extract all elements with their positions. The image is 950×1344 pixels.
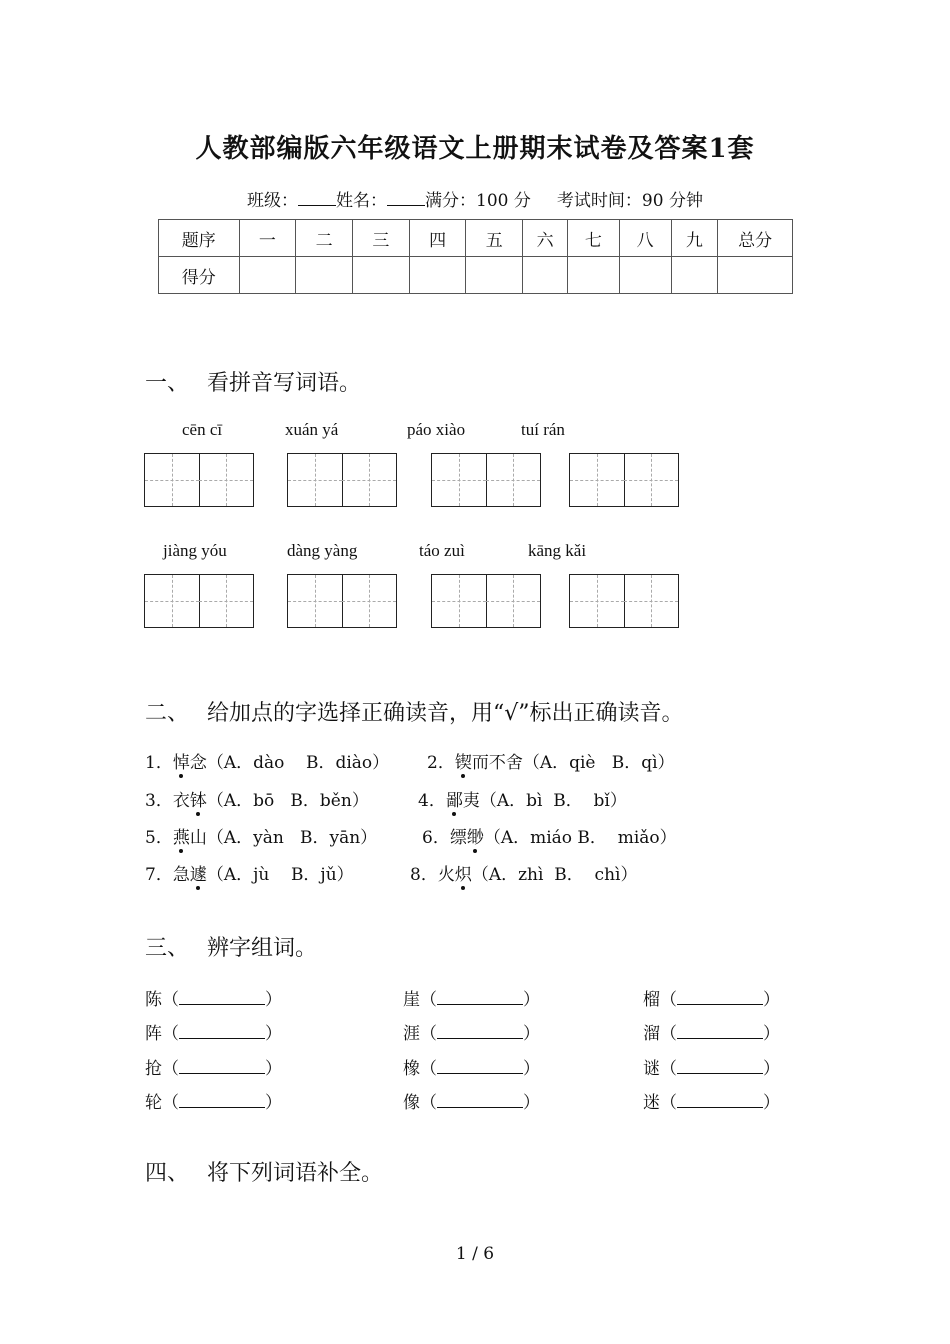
dotted-char: 燕 [173,823,190,848]
paren-open: （ [420,1024,437,1044]
answer-blank[interactable] [677,1091,763,1108]
paren-open: （ [660,1059,677,1079]
score-row-label: 得分 [159,257,240,294]
item-options[interactable]: （A．bì B． bǐ） [479,791,627,811]
section-4-number: 四、 [145,1161,190,1186]
section-3-title: 辨字组词。 [207,936,318,961]
paren-open: （ [420,990,437,1010]
section-2-title: 给加点的字选择正确读音，用“√”标出正确读音。 [207,701,684,726]
answer-blank[interactable] [437,988,523,1005]
answer-blank[interactable] [437,1057,523,1074]
word-compose-item [643,1019,780,1044]
paren-open: （ [420,1059,437,1079]
writing-grid[interactable] [287,574,397,628]
paren-close: ） [265,990,282,1010]
score-header-cell: 一 [239,220,296,257]
answer-blank[interactable] [677,1022,763,1039]
score-cell[interactable] [671,257,718,294]
item-options[interactable]: （A．zhì B． chì） [471,865,638,885]
exam-info [0,186,950,211]
score-header-cell: 五 [466,220,523,257]
pronunciation-item [145,823,377,848]
score-cell[interactable] [409,257,466,294]
paren-close: ） [763,1059,780,1079]
score-cell[interactable] [718,257,793,294]
item-options[interactable]: （A．bō B．běn） [206,791,369,811]
char: 轮 [145,1093,162,1113]
section-1-title: 看拼音写词语。 [207,371,362,396]
pinyin-label: kāng kǎi [528,541,587,560]
pronunciation-item [145,786,369,811]
pronunciation-item [427,748,675,773]
paren-open: （ [660,1024,677,1044]
answer-blank[interactable] [179,1091,265,1108]
name-blank [387,191,425,206]
paren-close: ） [265,1059,282,1079]
section-1-heading [145,366,361,397]
word-compose-item [643,1088,780,1113]
pinyin-label: dàng yàng [287,541,358,560]
writing-grid[interactable] [144,574,254,628]
score-header-cell: 八 [619,220,671,257]
word-compose-item [643,1054,780,1079]
word-compose-item [403,1088,540,1113]
score-header-cell: 题序 [159,220,240,257]
dotted-char: 钵 [190,786,207,811]
char: 像 [403,1093,420,1113]
pinyin-label: táo zuì [419,541,465,560]
paren-close: ） [265,1024,282,1044]
word-compose-item [403,985,540,1010]
char: 崖 [403,990,420,1010]
exam-time: 考试时间：90 分钟 [556,191,703,211]
score-cell[interactable] [353,257,410,294]
pronunciation-item [410,860,637,885]
char: 谜 [643,1059,660,1079]
item-number: 7． [145,865,173,885]
paren-close: ） [523,1024,540,1044]
answer-blank[interactable] [179,1022,265,1039]
item-options[interactable]: （A．dào B．diào） [206,753,390,773]
dotted-char: 遽 [190,860,207,885]
score-header-cell: 二 [296,220,353,257]
section-4-heading [145,1156,383,1187]
paren-close: ） [523,1059,540,1079]
answer-blank[interactable] [437,1091,523,1108]
paren-close: ） [763,1093,780,1113]
dotted-char: 悼 [173,748,190,773]
item-word: 衣 [172,791,190,811]
word-compose-item [145,1088,282,1113]
writing-grid[interactable] [569,574,679,628]
item-options[interactable]: （A．jù B．jǔ） [206,865,354,885]
char: 溜 [643,1024,660,1044]
section-4-title: 将下列词语补全。 [207,1161,384,1186]
item-options[interactable]: （A．qiè B．qì） [522,753,675,773]
word-compose-item [145,985,282,1010]
writing-grid[interactable] [431,453,541,507]
score-header-cell: 九 [671,220,718,257]
page-number: 1 / 6 [455,1244,495,1264]
writing-grid[interactable] [431,574,541,628]
score-header-cell: 四 [409,220,466,257]
char: 橡 [403,1059,420,1079]
word-compose-item [403,1019,540,1044]
score-cell[interactable] [567,257,619,294]
pinyin-label: xuán yá [285,420,339,439]
answer-blank[interactable] [179,1057,265,1074]
pronunciation-item [145,860,354,885]
section-3-number: 三、 [145,936,190,961]
paren-close: ） [763,1024,780,1044]
score-table [158,219,793,294]
writing-grid[interactable] [287,453,397,507]
item-options[interactable]: （A．miáo B． miǎo） [483,828,677,848]
item-word: 山 [189,828,207,848]
paren-open: （ [162,1059,179,1079]
section-2-number: 二、 [145,701,190,726]
word-compose-item [643,985,780,1010]
writing-grid[interactable] [569,453,679,507]
score-table-header-row [159,220,793,257]
paren-open: （ [420,1093,437,1113]
score-table-score-row [159,257,793,294]
score-cell[interactable] [523,257,568,294]
char: 涯 [403,1024,420,1044]
paren-open: （ [660,1093,677,1113]
page-title: 人教部编版六年级语文上册期末试卷及答案1套 [195,134,755,164]
item-number: 4． [418,791,446,811]
answer-blank[interactable] [179,988,265,1005]
writing-grid[interactable] [144,453,254,507]
name-label: 姓名： [336,191,388,211]
dotted-char: 缈 [467,823,484,848]
full-score: 满分：100 分 [425,191,531,211]
item-word: 急 [172,865,190,885]
char: 陈 [145,990,162,1010]
paren-open: （ [162,990,179,1010]
item-word: 缥 [449,828,467,848]
paren-close: ） [763,990,780,1010]
char: 迷 [643,1093,660,1113]
paren-close: ） [265,1093,282,1113]
word-compose-item [145,1054,282,1079]
score-header-cell: 三 [353,220,410,257]
dotted-char: 炽 [455,860,472,885]
item-number: 8． [410,865,438,885]
section-2-heading [145,696,684,727]
paren-open: （ [660,990,677,1010]
item-word: 念 [189,753,207,773]
paren-open: （ [162,1093,179,1113]
paren-close: ） [523,990,540,1010]
score-cell[interactable] [619,257,671,294]
dotted-char: 鄙 [446,786,463,811]
word-compose-item [403,1054,540,1079]
pinyin-label: tuí rán [521,420,565,439]
section-1-number: 一、 [145,371,190,396]
pronunciation-item [422,823,677,848]
char: 阵 [145,1024,162,1044]
item-options[interactable]: （A．yàn B．yān） [206,828,378,848]
word-compose-item [145,1019,282,1044]
pinyin-label: cēn cī [182,420,223,439]
score-cell[interactable] [296,257,353,294]
paren-open: （ [162,1024,179,1044]
item-word: 火 [437,865,455,885]
score-cell[interactable] [239,257,296,294]
score-header-cell: 总分 [718,220,793,257]
pronunciation-item [418,786,627,811]
char: 榴 [643,990,660,1010]
section-3-heading [145,931,317,962]
class-label: 班级： [247,191,299,211]
pinyin-label: páo xiào [407,420,466,439]
item-number: 1． [145,753,173,773]
item-number: 3． [145,791,173,811]
pinyin-label: jiàng yóu [163,541,227,560]
class-blank [298,191,336,206]
char: 抢 [145,1059,162,1079]
answer-blank[interactable] [677,988,763,1005]
answer-blank[interactable] [437,1022,523,1039]
score-cell[interactable] [466,257,523,294]
score-header-cell: 七 [567,220,619,257]
score-header-cell: 六 [523,220,568,257]
paren-close: ） [523,1093,540,1113]
answer-blank[interactable] [677,1057,763,1074]
item-number: 2． [427,753,455,773]
item-word: 夷 [462,791,480,811]
item-number: 5． [145,828,173,848]
dotted-char: 锲 [455,748,472,773]
item-word: 而不舍 [471,753,523,773]
pronunciation-item [145,748,389,773]
item-number: 6． [422,828,450,848]
